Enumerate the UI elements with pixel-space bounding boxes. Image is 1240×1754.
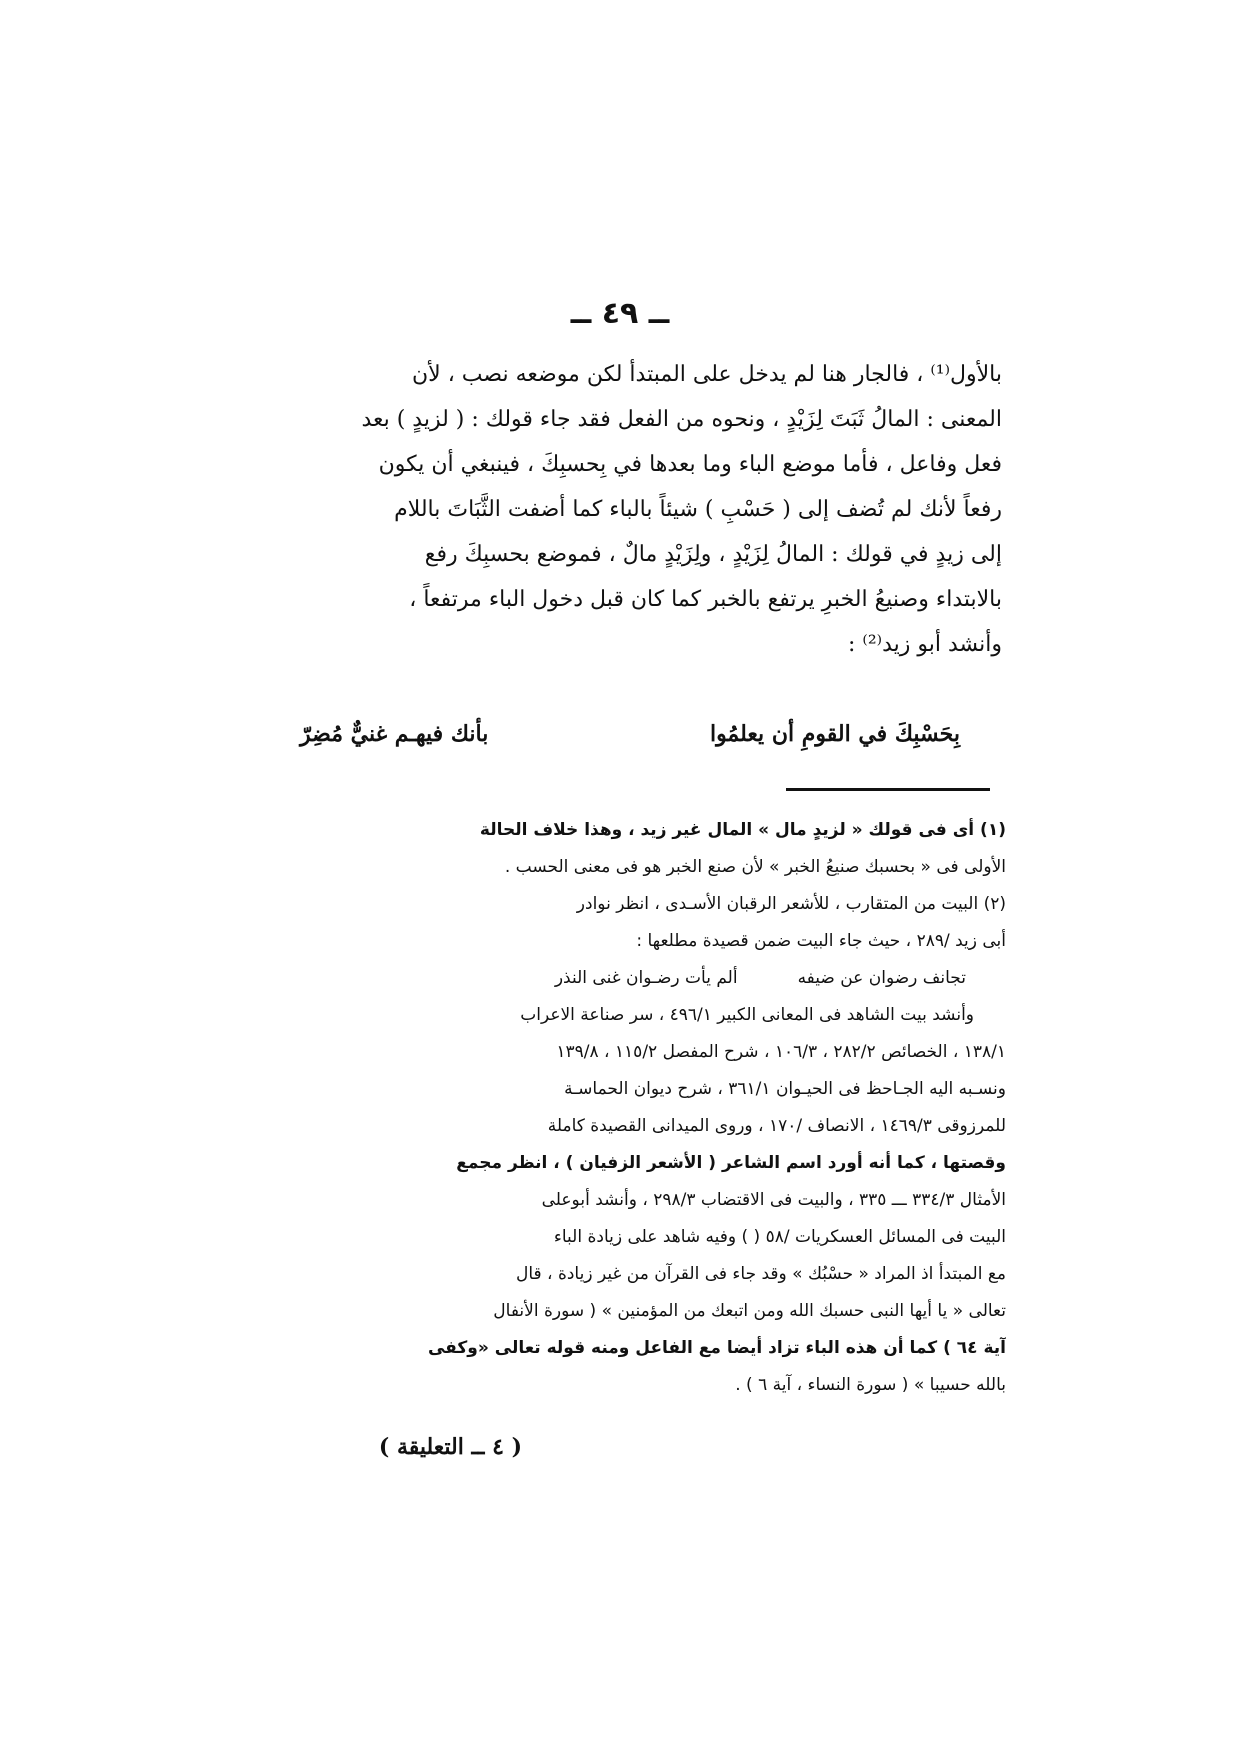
footnote-1-line: (١) أى فى قولك « لزيدٍ مال » المال غير زيد ، وهذا خلاف الحالة: [479, 820, 1006, 840]
main-text-line: إلى زيدٍ في قولك : المالُ لِزَيْدٍ ، ولِزَيْدٍ مالٌ ، فموضع بحسبِكَ رفع: [424, 542, 1002, 567]
main-text-line: بالأول⁽¹⁾ ، فالجار هنا لم يدخل على المبتدأ لكن موضعه نصب ، لأن: [412, 362, 1002, 387]
verse-second-hemistich: بأنك فيهـم غنيٌّ مُضِرّ: [300, 721, 489, 747]
footnote-1-line: الأولى فى « بحسبك صنيعُ الخبر » لأن صنع الخبر هو فى معنى الحسب .: [504, 857, 1006, 877]
footnote-poem-first-hemistich: تجانف رضوان عن ضيفه: [797, 968, 966, 988]
footnote-2-line: وقصتها ، كما أنه أورد اسم الشاعر ( الأشعر الزفيان ) ، انظر مجمع: [456, 1153, 1006, 1173]
main-text-line: بالابتداء وصنيعُ الخبرِ يرتفع بالخبر كما كان قبل دخول الباء مرتفعاً ،: [409, 587, 1002, 612]
footnote-2-line: مع المبتدأ اذ المراد « حسْبُك » وقد جاء فى القرآن من غير زيادة ، قال: [516, 1264, 1006, 1284]
footnote-2-line: البيت فى المسائل العسكريات /٥٨ ( ) وفيه شاهد على زيادة الباء: [553, 1227, 1006, 1247]
footnote-2-line: ونسـبه اليه الجـاحظ فى الحيـوان ٣٦١/١ ، شرح ديوان الحماسـة: [564, 1079, 1006, 1099]
footnote-2-line: آية ٦٤ ) كما أن هذه الباء تزاد أيضا مع الفاعل ومنه قوله تعالى «وكفى: [427, 1338, 1006, 1358]
verse-first-hemistich: بِحَسْبِكَ في القومِ أن يعلمُوا: [709, 721, 960, 747]
footnotes-block: [292, 812, 1006, 1404]
poetry-verse: [300, 714, 960, 754]
main-text-block: [272, 352, 1002, 667]
footnote-poem-second-hemistich: ألم يأت رضـوان غنى النذر: [554, 968, 738, 988]
footnote-separator: [786, 788, 990, 791]
main-text-line: المعنى : المالُ ثَبَتَ لِزَيْدٍ ، ونحوه من الفعل فقد جاء قولك : ( لزيدٍ ) بعد: [361, 407, 1002, 432]
footnote-poem-line: [292, 960, 1006, 997]
main-text-line: فعل وفاعل ، فأما موضع الباء وما بعدها في بِحسبِكَ ، فينبغي أن يكون: [378, 452, 1002, 477]
footnote-2-line: بالله حسيبا » ( سورة النساء ، آية ٦ ) .: [735, 1375, 1006, 1395]
main-text-line: رفعاً لأنك لم تُضف إلى ( حَسْبِ ) شيئاً بالباء كما أضفت الثَّبَاتَ باللام: [394, 497, 1002, 522]
footnote-2-line: ١٣٨/١ ، الخصائص ٢٨٢/٢ ، ١٠٦/٣ ، شرح المفصل ١١٥/٢ ، ١٣٩/٨: [556, 1042, 1006, 1062]
footnote-2-line: أبى زيد /٢٨٩ ، حيث جاء البيت ضمن قصيدة مطلعها :: [636, 931, 1006, 951]
footnote-2-line: (٢) البيت من المتقارب ، للأشعر الرقبان الأسـدى ، انظر نوادر: [576, 894, 1006, 914]
page-number: ــ ٤٩ ــ: [570, 296, 670, 331]
footnote-2-line: الأمثال ٣٣٤/٣ ـــ ٣٣٥ ، والبيت فى الاقتضاب ٢٩٨/٣ ، وأنشد أبوعلى: [541, 1190, 1006, 1210]
footnote-2-line: وأنشد بيت الشاهد فى المعانى الكبير ٤٩٦/١ ، سر صناعة الاعراب: [520, 1005, 974, 1025]
footnote-2-line: للمرزوقى ١٤٦٩/٣ ، الانصاف /١٧٠ ، وروى الميدانى القصيدة كاملة: [547, 1116, 1006, 1136]
main-text-line: وأنشد أبو زيد⁽²⁾ :: [848, 632, 1002, 657]
running-footer: ( ٤ ــ التعليقة ): [378, 1434, 522, 1460]
footnote-2-line: تعالى « يا أيها النبى حسبك الله ومن اتبعك من المؤمنين » ( سورة الأنفال: [493, 1301, 1006, 1321]
